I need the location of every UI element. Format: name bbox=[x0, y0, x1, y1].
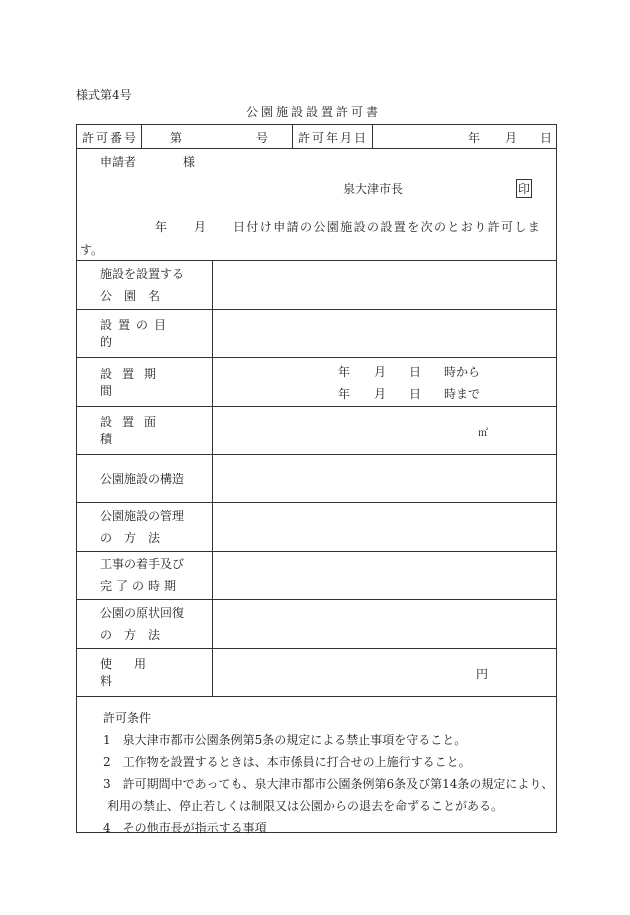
label-line: 使用料 bbox=[100, 657, 169, 688]
permit-date-label: 許可年月日 bbox=[298, 131, 369, 145]
permit-statement: 日付け申請の公園施設の設置を次のとおり許可しま bbox=[233, 220, 542, 234]
label-line: 設置の目的 bbox=[100, 318, 173, 349]
label-line: 工事の着手及び bbox=[100, 557, 185, 571]
permit-date-day: 日 bbox=[540, 131, 553, 145]
condition-item: 1 泉大津市都市公園条例第5条の規定による禁止事項を守ること。 bbox=[103, 733, 467, 747]
form-number: 様式第4号 bbox=[76, 88, 132, 102]
row-label-construction-timing bbox=[100, 551, 186, 599]
label-line: 施設を設置する bbox=[100, 266, 185, 281]
label-line: の 方 法 bbox=[100, 530, 161, 545]
application-year: 年 bbox=[155, 220, 168, 234]
period-to-month: 月 bbox=[374, 387, 387, 401]
divider bbox=[292, 124, 293, 148]
permit-date-year: 年 bbox=[468, 131, 481, 145]
row-label-area bbox=[100, 406, 186, 454]
condition-item: 3 許可期間中であっても、泉大津市都市公園条例第6条及び第14条の規定により、 bbox=[103, 777, 554, 791]
row-label-period bbox=[100, 357, 186, 406]
label-line: の 方 法 bbox=[100, 627, 161, 642]
label-line: 公 園 名 bbox=[100, 288, 161, 303]
label-line: 完了の時期 bbox=[100, 579, 181, 593]
period-to-hour: 時まで bbox=[444, 387, 481, 401]
permit-number-label: 許可番号 bbox=[82, 131, 139, 145]
label-line: 設置期間 bbox=[100, 366, 167, 398]
divider bbox=[141, 124, 142, 148]
row-label-structure bbox=[100, 454, 186, 502]
divider bbox=[372, 124, 373, 148]
divider bbox=[76, 148, 557, 149]
row-label-purpose bbox=[100, 309, 186, 357]
conditions-title: 許可条件 bbox=[103, 711, 152, 725]
applicant-label: 申請者 bbox=[100, 155, 137, 169]
permit-number-dai: 第 bbox=[170, 131, 183, 145]
form-title: 公園施設設置許可書 bbox=[246, 105, 382, 119]
period-from-day: 日 bbox=[409, 365, 422, 379]
label-line: 公園施設の管理 bbox=[100, 508, 185, 523]
label-line: 設置面積 bbox=[100, 415, 167, 446]
condition-item: 利用の禁止、停止若しくは制限又は公園からの退去を命ずることがある。 bbox=[107, 799, 504, 813]
period-from-hour: 時から bbox=[444, 365, 481, 379]
seal-mark: 印 bbox=[516, 179, 532, 198]
row-label-fee bbox=[100, 648, 186, 696]
fee-unit: 円 bbox=[476, 667, 489, 681]
period-from-year: 年 bbox=[338, 365, 351, 379]
label-line: 公園の原状回復 bbox=[100, 605, 185, 620]
period-to-year: 年 bbox=[338, 387, 351, 401]
applicant-sama: 様 bbox=[183, 155, 196, 169]
divider bbox=[212, 260, 213, 696]
condition-item: 2 工作物を設置するときは、本市係員に打合せの上施行すること。 bbox=[103, 755, 471, 769]
issuer-name: 泉大津市長 bbox=[343, 182, 404, 196]
period-from-month: 月 bbox=[374, 365, 387, 379]
permit-statement-end: す。 bbox=[80, 243, 104, 257]
row-label-restoration bbox=[100, 599, 186, 648]
condition-item: 4 その他市長が指示する事項 bbox=[103, 821, 267, 835]
permit-date-month: 月 bbox=[505, 131, 518, 145]
application-month: 月 bbox=[194, 220, 207, 234]
period-to-day: 日 bbox=[409, 387, 422, 401]
label-line: 公園施設の構造 bbox=[100, 471, 185, 486]
divider bbox=[76, 696, 557, 697]
area-unit: ㎡ bbox=[478, 428, 488, 439]
permit-number-go: 号 bbox=[256, 131, 269, 145]
row-label-park-name bbox=[100, 260, 186, 309]
row-label-management bbox=[100, 502, 186, 551]
